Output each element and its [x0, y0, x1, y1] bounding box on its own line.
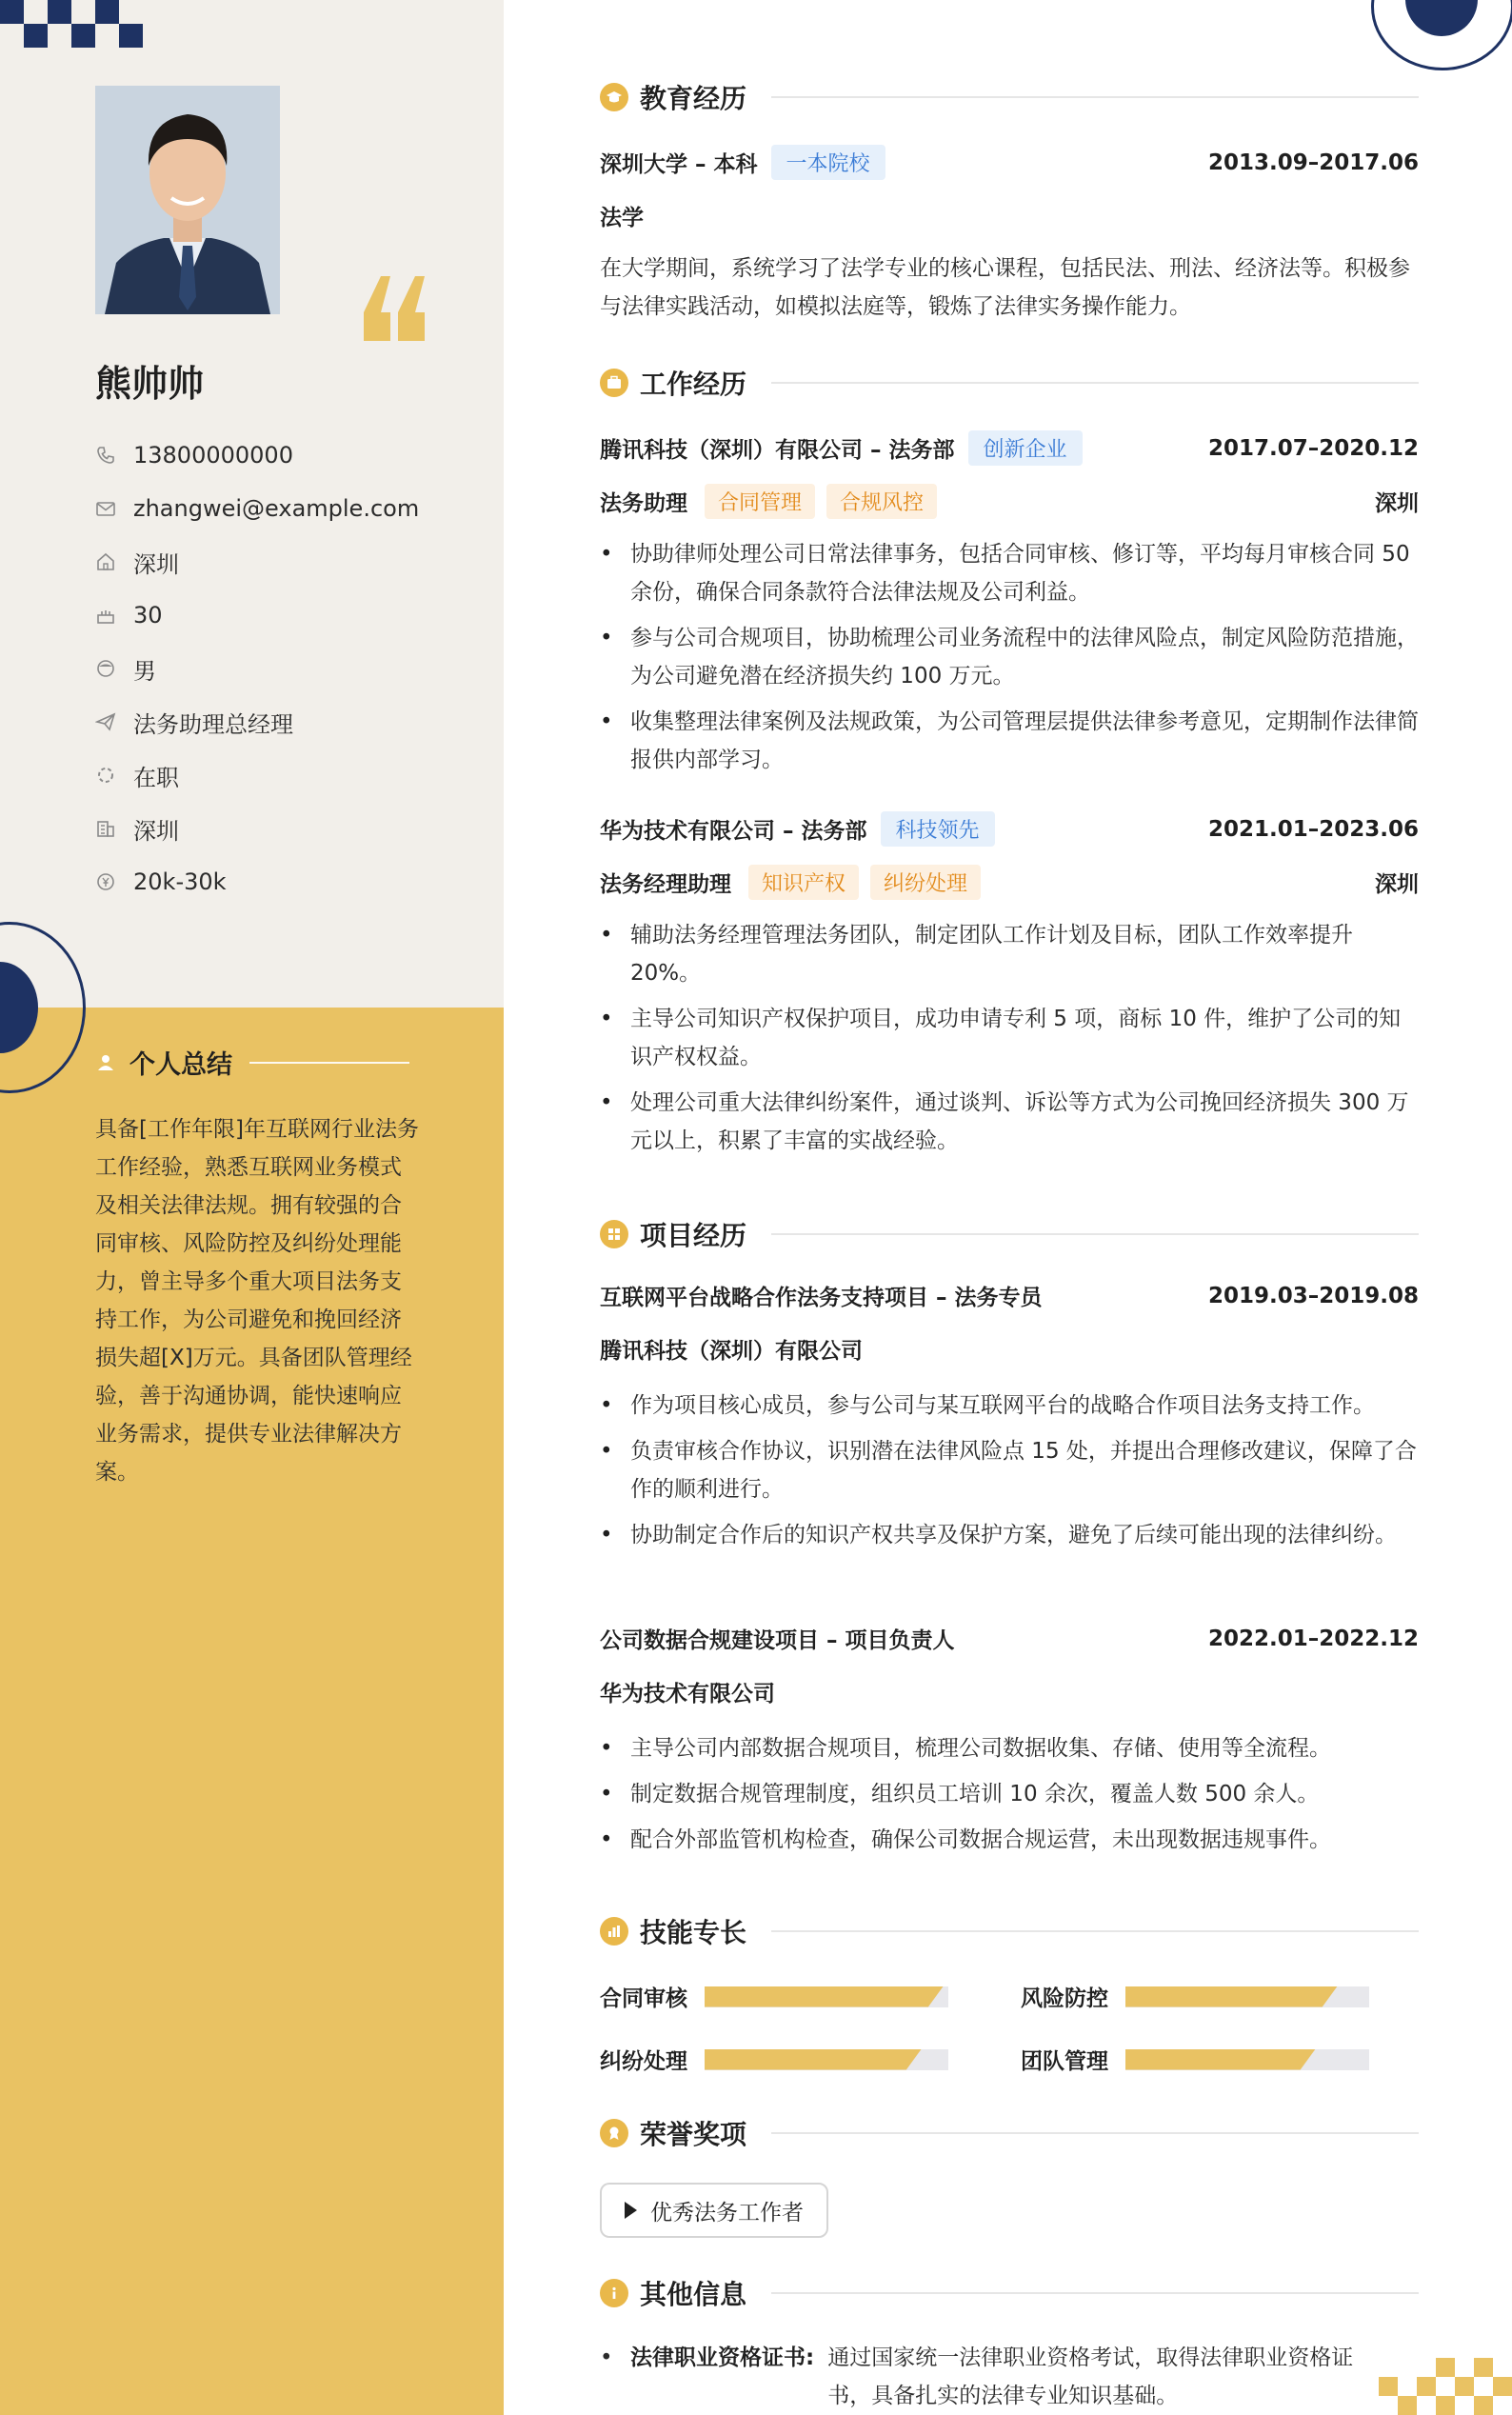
job-1-bullet: • 协助律师处理公司日常法律事务，包括合同审核、修订等，平均每月审核合同 50 余份，确保合同条款符合法律法规及公司利益。	[600, 535, 1419, 611]
honors-title: 荣誉奖项	[640, 2119, 747, 2150]
gender-icon	[95, 658, 116, 679]
education-header	[600, 78, 1419, 116]
age-text: 30	[133, 602, 163, 629]
skill-label: 团队管理	[1021, 2049, 1108, 2074]
skill-label: 风险防控	[1021, 1986, 1108, 2011]
education-major: 法学	[600, 206, 644, 230]
phone-icon	[95, 445, 116, 466]
job-1-bullet: • 参与公司合规项目，协助梳理公司业务流程中的法律风险点，制定风险防范措施，为公司避免潜在经济损失约 100 万元。	[600, 619, 1419, 695]
skill-item	[1021, 1981, 1369, 2012]
skill-label: 纠纷处理	[600, 2049, 687, 2074]
honor-badge	[600, 2183, 828, 2238]
info-status	[95, 748, 495, 802]
skill-bar	[1125, 1986, 1369, 2007]
skill-bar	[1125, 2049, 1369, 2070]
city-text: 深圳	[133, 550, 179, 578]
info-salary	[95, 855, 495, 908]
project-1-company: 腾讯科技（深圳）有限公司	[600, 1339, 863, 1364]
sidebar	[0, 0, 504, 2415]
project-2-bullet: • 主导公司内部数据合规项目，梳理公司数据收集、存储、使用等全流程。	[600, 1729, 1419, 1767]
contact-info-list	[95, 429, 495, 908]
profile-photo	[95, 86, 280, 314]
grid-icon	[600, 1220, 628, 1248]
info-icon	[600, 2279, 628, 2307]
candidate-name: 熊帅帅	[95, 363, 205, 405]
job-2-skill-tag: 纠纷处理	[870, 865, 981, 900]
skill-bar-fill	[705, 1986, 944, 2007]
status-text: 在职	[133, 764, 179, 791]
building-icon	[95, 818, 116, 839]
job-2-bullet: • 处理公司重大法律纠纷案件，通过谈判、诉讼等方式为公司挽回经济损失 300 万元以上，积累了丰富的实战经验。	[600, 1084, 1419, 1160]
mail-icon	[95, 498, 116, 519]
job-1-bullet: • 收集整理法律案例及法规政策，为公司管理层提供法律参考意见，定期制作法律简报供内部学习。	[600, 703, 1419, 779]
phone-text: 13800000000	[133, 442, 293, 469]
section-divider	[771, 2132, 1419, 2134]
job-2-position: 法务经理助理	[600, 872, 731, 897]
quote-icon	[358, 272, 430, 345]
other-header	[600, 2274, 1419, 2312]
summary-title: 个人总结	[129, 1050, 232, 1080]
info-age	[95, 589, 495, 642]
project-1-bullet: • 负责审核合作协议，识别潜在法律风险点 15 处，并提出合理修改建议，保障了合作的顺利进行。	[600, 1432, 1419, 1508]
work-title: 工作经历	[640, 369, 747, 400]
school-name: 深圳大学 – 本科	[600, 152, 758, 177]
other-title: 其他信息	[640, 2279, 747, 2310]
status-icon	[95, 765, 116, 786]
section-divider	[771, 1930, 1419, 1932]
job-1-skill-tag: 合规风控	[826, 484, 937, 519]
project-2-name: 公司数据合规建设项目 – 项目负责人	[600, 1628, 955, 1653]
education-title: 教育经历	[640, 83, 747, 114]
info-job-target	[95, 695, 495, 748]
project-1-company-row	[600, 1333, 1419, 1365]
sidebar-profile-panel	[0, 0, 504, 1008]
info-phone	[95, 429, 495, 482]
education-date: 2013.09–2017.06	[1207, 150, 1419, 175]
job-1-position-row	[600, 484, 1419, 519]
section-divider	[771, 1233, 1419, 1235]
skill-bar-fill	[1125, 1986, 1338, 2007]
job-1-skill-tag: 合同管理	[705, 484, 815, 519]
school-tag: 一本院校	[771, 145, 885, 180]
target-city-text: 深圳	[133, 817, 179, 845]
skill-bar-fill	[705, 2049, 922, 2070]
job-2-skill-tag: 知识产权	[748, 865, 859, 900]
paper-plane-icon	[95, 711, 116, 732]
info-gender	[95, 642, 495, 695]
job-2-position-row	[600, 865, 1419, 900]
job-1-date: 2017.07–2020.12	[1207, 435, 1419, 461]
other-label: 法律职业资格证书:	[630, 2345, 815, 2370]
checker-decoration	[0, 0, 143, 48]
projects-title: 项目经历	[640, 1220, 747, 1251]
skills-title: 技能专长	[640, 1917, 747, 1948]
salary-text: 20k-30k	[133, 868, 227, 895]
project-2-date: 2022.01–2022.12	[1207, 1626, 1419, 1651]
job-2-header	[600, 811, 1419, 847]
job-1-position: 法务助理	[600, 491, 687, 516]
job-target-text: 法务助理总经理	[133, 710, 293, 738]
job-2-date: 2021.01–2023.06	[1207, 816, 1419, 842]
project-1-bullet: • 协助制定合作后的知识产权共享及保护方案，避免了后续可能出现的法律纠纷。	[600, 1516, 1419, 1554]
info-target-city	[95, 802, 495, 855]
skill-item	[600, 1981, 948, 2012]
project-2-company-row	[600, 1676, 1419, 1707]
summary-text: 具备[工作年限]年互联网行业法务工作经验，熟悉互联网业务模式及相关法律法规。拥有较强的合同审核、风险防控及纠纷处理能力，曾主导多个重大项目法务支持工作，为公司避免和挽回经济损失超[X]万元。具备团队管理经验，善于沟通协调，能快速响应业务需求，提供专业法律解决方案。	[95, 1117, 419, 1485]
job-2-company: 华为技术有限公司 – 法务部	[600, 819, 867, 844]
project-2-bullet: • 配合外部监管机构检查，确保公司数据合规运营，未出现数据违规事件。	[600, 1821, 1419, 1859]
checker-decoration-bottom	[1379, 2358, 1512, 2415]
bar-chart-icon	[600, 1917, 628, 1946]
work-header	[600, 364, 1419, 402]
honor-text: 优秀法务工作者	[650, 2200, 804, 2225]
other-item	[600, 2339, 1419, 2415]
email-text: zhangwei@example.com	[133, 495, 420, 522]
education-major-row	[600, 200, 1419, 231]
project-1-date: 2019.03–2019.08	[1207, 1283, 1419, 1308]
skills-header	[600, 1912, 1419, 1950]
gender-text: 男	[133, 657, 156, 685]
project-1-name: 互联网平台战略合作法务支持项目 – 法务专员	[600, 1286, 1043, 1310]
skill-item	[1021, 2044, 1369, 2075]
project-1-bullet: • 作为项目核心成员，参与公司与某互联网平台的战略合作项目法务支持工作。	[600, 1387, 1419, 1425]
job-1-company: 腾讯科技（深圳）有限公司 – 法务部	[600, 438, 955, 463]
play-icon	[625, 2202, 637, 2219]
skill-bar	[705, 1986, 948, 2007]
job-2-bullet: • 主导公司知识产权保护项目，成功申请专利 5 项，商标 10 件，维护了公司的知识产权权益。	[600, 1000, 1419, 1076]
money-icon	[95, 871, 116, 892]
project-2-company: 华为技术有限公司	[600, 1682, 775, 1706]
job-2-bullet: • 辅助法务经理管理法务团队，制定团队工作计划及目标，团队工作效率提升 20%。	[600, 916, 1419, 992]
project-1-header	[600, 1280, 1419, 1311]
education-row	[600, 145, 1419, 180]
section-divider	[771, 2292, 1419, 2294]
skill-item	[600, 2044, 948, 2075]
skill-bar	[705, 2049, 948, 2070]
info-email	[95, 482, 495, 535]
cake-icon	[95, 605, 116, 626]
bullet-icon: •	[600, 2345, 613, 2370]
other-text: 通过国家统一法律职业资格考试，取得法律职业资格证书，具备扎实的法律专业知识基础。	[827, 2345, 1354, 2408]
skill-label: 合同审核	[600, 1986, 687, 2011]
honors-header	[600, 2114, 1419, 2152]
section-divider	[771, 382, 1419, 384]
project-2-header	[600, 1623, 1419, 1654]
home-icon	[95, 551, 116, 572]
section-divider	[771, 96, 1419, 98]
education-description: 在大学期间，系统学习了法学专业的核心课程，包括民法、刑法、经济法等。积极参与法律实践活动，如模拟法庭等，锻炼了法律实务操作能力。	[600, 256, 1410, 319]
award-icon	[600, 2119, 628, 2147]
summary-header	[95, 1044, 409, 1081]
user-icon	[95, 1052, 116, 1073]
job-2-tag: 科技领先	[881, 811, 995, 847]
job-1-city: 深圳	[1375, 491, 1419, 516]
job-1-header	[600, 430, 1419, 466]
projects-header	[600, 1215, 1419, 1253]
skill-bar-fill	[1125, 2049, 1316, 2070]
job-2-city: 深圳	[1375, 872, 1419, 897]
summary-divider	[249, 1062, 409, 1064]
info-city	[95, 535, 495, 589]
job-1-tag: 创新企业	[968, 430, 1083, 466]
briefcase-icon	[600, 369, 628, 397]
graduation-cap-icon	[600, 83, 628, 111]
project-2-bullet: • 制定数据合规管理制度，组织员工培训 10 余次，覆盖人数 500 余人。	[600, 1775, 1419, 1813]
